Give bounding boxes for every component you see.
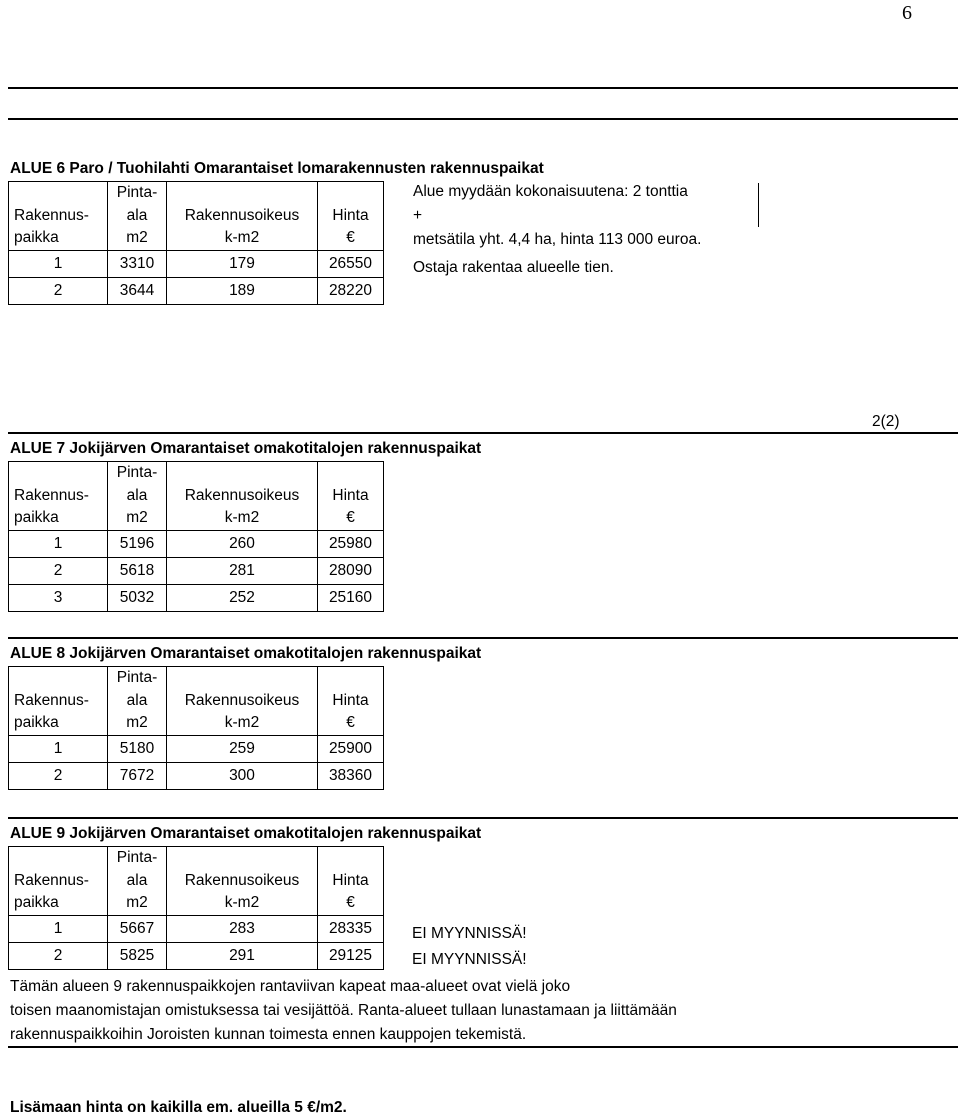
table-cell: ala: [108, 690, 167, 713]
area9-paragraph-line: rakennuspaikkoihin Joroisten kunnan toimesta ennen kauppojen tekemistä.: [10, 1026, 527, 1043]
area7-rule: [8, 432, 958, 434]
paragraph-rule: [8, 1046, 958, 1048]
table-cell: 5180: [108, 735, 167, 762]
area8-table: [8, 666, 384, 790]
table-cell: [9, 462, 108, 485]
table-cell: Hinta: [318, 205, 384, 228]
table-cell: m2: [108, 227, 167, 250]
area6-note-line: Ostaja rakentaa alueelle tien.: [413, 259, 614, 276]
table-cell: 179: [167, 250, 318, 277]
table-cell: Rakennusoikeus: [167, 485, 318, 508]
area9-paragraph-line: Tämän alueen 9 rakennuspaikkojen rantaviivan kapeat maa-alueet ovat vielä joko: [10, 978, 571, 995]
table-cell: 1: [9, 530, 108, 557]
table-cell: [318, 182, 384, 205]
area9-table: [8, 846, 384, 970]
table-cell: Pinta-: [108, 182, 167, 205]
table-cell: 5032: [108, 584, 167, 611]
table-cell: 28220: [318, 277, 384, 304]
table-cell: 1: [9, 250, 108, 277]
footer-note: Lisämaan hinta on kaikilla em. alueilla 5 €/m2.: [10, 1099, 347, 1116]
table-cell: 25160: [318, 584, 384, 611]
table-cell: 2: [9, 277, 108, 304]
table-cell: 3644: [108, 277, 167, 304]
table-cell: k-m2: [167, 507, 318, 530]
area9-heading: ALUE 9 Jokijärven Omarantaiset omakotitalojen rakennuspaikat: [10, 825, 482, 842]
table-cell: 7672: [108, 762, 167, 789]
table-cell: Hinta: [318, 690, 384, 713]
table-cell: Pinta-: [108, 667, 167, 690]
table-cell: Rakennus-: [9, 205, 108, 228]
table-cell: 3310: [108, 250, 167, 277]
area6-note-line: metsätila yht. 4,4 ha, hinta 113 000 euroa.: [413, 231, 702, 248]
area6-note-line: Alue myydään kokonaisuutena: 2 tonttia: [413, 183, 688, 200]
area6-table: [8, 181, 384, 305]
table-cell: [318, 847, 384, 870]
table-row: [9, 530, 384, 557]
note-box-edge: [758, 183, 759, 227]
table-cell: 26550: [318, 250, 384, 277]
table-cell: paikka: [9, 712, 108, 735]
table-cell: [318, 462, 384, 485]
table-cell: 283: [167, 915, 318, 942]
area7-table: [8, 461, 384, 612]
table-row: [9, 557, 384, 584]
table-cell: ala: [108, 485, 167, 508]
table-cell: 29125: [318, 942, 384, 969]
table-cell: 5618: [108, 557, 167, 584]
table-row: [9, 762, 384, 789]
area8-heading: ALUE 8 Jokijärven Omarantaiset omakotitalojen rakennuspaikat: [10, 645, 482, 662]
table-row: [9, 942, 384, 969]
table-cell: [167, 182, 318, 205]
table-row: [9, 584, 384, 611]
table-cell: m2: [108, 507, 167, 530]
area9-paragraph-line: toisen maanomistajan omistuksessa tai vesijättöä. Ranta-alueet tullaan lunastamaan ja liittämään: [10, 1002, 677, 1019]
area7-heading: ALUE 7 Jokijärven Omarantaiset omakotitalojen rakennuspaikat: [10, 440, 482, 457]
area8-rule: [8, 637, 958, 639]
table-cell: Pinta-: [108, 847, 167, 870]
table-cell: Rakennus-: [9, 870, 108, 893]
table-cell: 28090: [318, 557, 384, 584]
table-cell: 252: [167, 584, 318, 611]
table-cell: paikka: [9, 227, 108, 250]
table-cell: 38360: [318, 762, 384, 789]
table-cell: Rakennus-: [9, 485, 108, 508]
table-cell: ala: [108, 205, 167, 228]
table-cell: [167, 847, 318, 870]
table-cell: 1: [9, 915, 108, 942]
table-cell: paikka: [9, 892, 108, 915]
table-cell: [9, 847, 108, 870]
table-cell: k-m2: [167, 227, 318, 250]
table-cell: 2: [9, 762, 108, 789]
table-cell: €: [318, 712, 384, 735]
table-cell: €: [318, 892, 384, 915]
table-cell: Rakennusoikeus: [167, 870, 318, 893]
table-cell: Rakennus-: [9, 690, 108, 713]
table-cell: 281: [167, 557, 318, 584]
table-cell: m2: [108, 712, 167, 735]
table-cell: 300: [167, 762, 318, 789]
table-cell: [9, 667, 108, 690]
status-not-for-sale: EI MYYNNISSÄ!: [412, 925, 527, 942]
top-rule: [8, 87, 958, 89]
table-cell: [318, 667, 384, 690]
table-row: [9, 735, 384, 762]
table-cell: 189: [167, 277, 318, 304]
table-cell: k-m2: [167, 892, 318, 915]
table-cell: Rakennusoikeus: [167, 690, 318, 713]
table-cell: ala: [108, 870, 167, 893]
table-cell: €: [318, 227, 384, 250]
table-row: [9, 250, 384, 277]
table-cell: 28335: [318, 915, 384, 942]
table-cell: €: [318, 507, 384, 530]
status-not-for-sale: EI MYYNNISSÄ!: [412, 951, 527, 968]
table-cell: 1: [9, 735, 108, 762]
table-cell: 2: [9, 942, 108, 969]
table-cell: Hinta: [318, 870, 384, 893]
table-cell: Rakennusoikeus: [167, 205, 318, 228]
table-cell: 25900: [318, 735, 384, 762]
table-cell: paikka: [9, 507, 108, 530]
area6-heading: ALUE 6 Paro / Tuohilahti Omarantaiset lomarakennusten rakennuspaikat: [10, 160, 544, 177]
table-cell: 25980: [318, 530, 384, 557]
table-cell: 260: [167, 530, 318, 557]
table-cell: k-m2: [167, 712, 318, 735]
table-cell: 291: [167, 942, 318, 969]
page-label: 2(2): [872, 413, 900, 430]
area9-rule: [8, 817, 958, 819]
table-cell: [167, 667, 318, 690]
table-cell: [167, 462, 318, 485]
top-rule-2: [8, 118, 958, 120]
table-cell: [9, 182, 108, 205]
table-cell: 5667: [108, 915, 167, 942]
table-cell: Hinta: [318, 485, 384, 508]
area6-note-line: +: [413, 207, 423, 224]
table-cell: 259: [167, 735, 318, 762]
page-number: 6: [902, 2, 912, 24]
table-row: [9, 277, 384, 304]
table-cell: 5196: [108, 530, 167, 557]
table-cell: Pinta-: [108, 462, 167, 485]
table-cell: m2: [108, 892, 167, 915]
table-cell: 3: [9, 584, 108, 611]
table-row: [9, 915, 384, 942]
table-cell: 2: [9, 557, 108, 584]
table-cell: 5825: [108, 942, 167, 969]
